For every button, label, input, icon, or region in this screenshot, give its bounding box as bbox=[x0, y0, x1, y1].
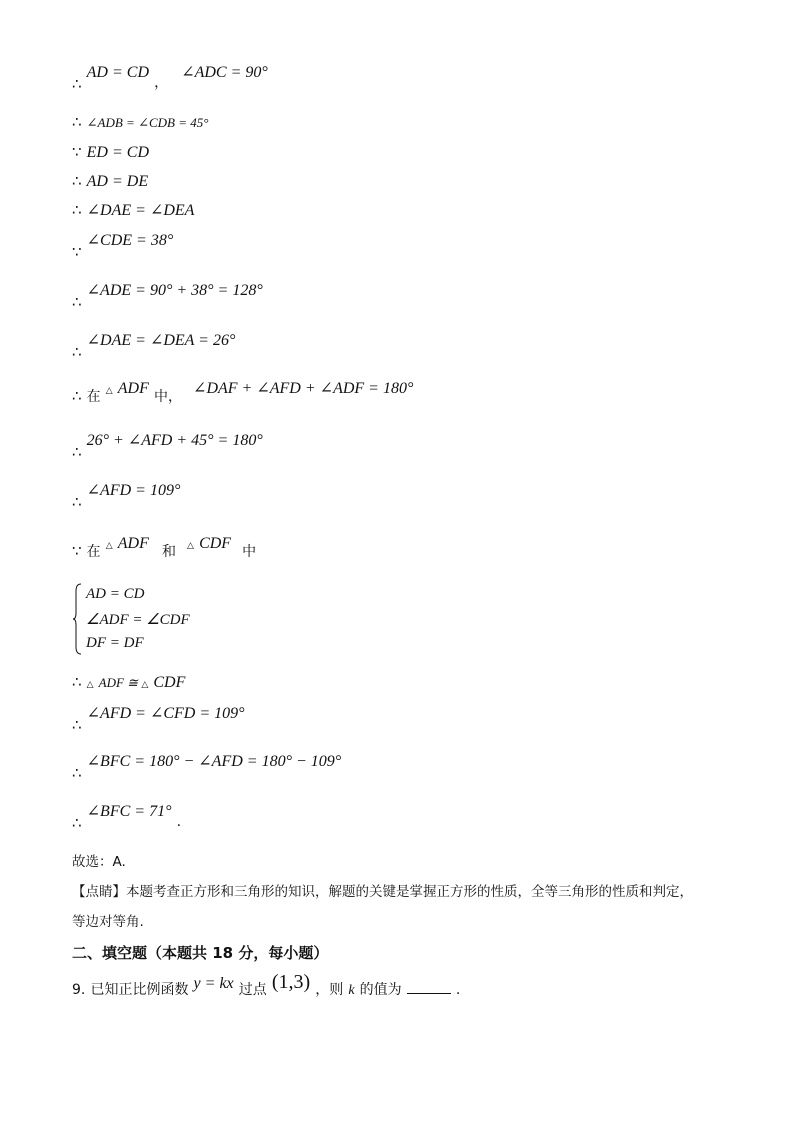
step-2 bbox=[72, 112, 208, 131]
step-16-expr: ∠BFC = 71° bbox=[86, 803, 172, 820]
step-8-expr: ∠DAE = ∠DEA = 26° bbox=[86, 332, 236, 349]
question-number: 9. bbox=[72, 982, 86, 998]
step-13 bbox=[72, 672, 185, 692]
step-12-tri-expr2: CDF bbox=[199, 535, 232, 552]
comment-line-1: 【点睛】本题考查正方形和三角形的知识，解题的关键是掌握正方形的性质，全等三角形的性质和判定， bbox=[72, 884, 693, 900]
step-9-pre: 在 bbox=[86, 389, 101, 405]
therefore-symbol: ∴ bbox=[72, 201, 82, 219]
question-point: (1,3) bbox=[271, 971, 311, 993]
therefore-symbol: ∴ bbox=[72, 113, 82, 131]
system-eq-3: DF = DF bbox=[86, 635, 144, 651]
step-6 bbox=[72, 230, 174, 261]
step-16 bbox=[72, 801, 182, 832]
step-12-mid: 和 bbox=[161, 544, 176, 560]
step-8 bbox=[72, 330, 236, 361]
triangle-symbol: △ bbox=[105, 386, 113, 396]
step-1-expr2: ∠ADC = 90° bbox=[181, 64, 268, 81]
question-text-3: ，则 bbox=[315, 982, 344, 998]
step-5 bbox=[72, 200, 194, 220]
therefore-symbol: ∴ bbox=[72, 293, 82, 311]
step-14 bbox=[72, 703, 245, 734]
step-3-expr: ED = CD bbox=[86, 144, 149, 161]
step-12-pre: 在 bbox=[86, 544, 101, 560]
step-2-expr: ∠ADB = ∠CDB = 45° bbox=[86, 115, 209, 130]
step-1-expr: AD = CD bbox=[86, 64, 149, 81]
because-symbol: ∵ bbox=[72, 542, 82, 560]
question-end: . bbox=[455, 982, 461, 998]
question-text-2: 过点 bbox=[238, 982, 267, 998]
step-14-expr: ∠AFD = ∠CFD = 109° bbox=[86, 705, 245, 722]
therefore-symbol: ∴ bbox=[72, 343, 82, 361]
step-7-expr: ∠ADE = 90° + 38° = 128° bbox=[86, 282, 263, 299]
step-13-expr: ADF ≅ bbox=[98, 675, 142, 690]
step-9-tri-expr: ADF bbox=[117, 380, 149, 397]
question-text-4: 的值为 bbox=[359, 982, 402, 998]
therefore-symbol: ∴ bbox=[72, 443, 82, 461]
step-15 bbox=[72, 751, 342, 782]
step-7 bbox=[72, 280, 263, 311]
therefore-symbol: ∴ bbox=[72, 764, 82, 782]
triangle-symbol-2: △ bbox=[187, 541, 194, 551]
step-11 bbox=[72, 480, 181, 511]
comment-line-2: 等边对等角. bbox=[72, 914, 144, 930]
therefore-symbol: ∴ bbox=[72, 814, 82, 832]
system-eq-1: AD = CD bbox=[86, 586, 145, 602]
step-10-expr: 26° + ∠AFD + 45° = 180° bbox=[86, 432, 263, 449]
system-brace bbox=[72, 583, 82, 655]
step-5-expr: ∠DAE = ∠DEA bbox=[86, 202, 195, 219]
therefore-symbol: ∴ bbox=[72, 493, 82, 511]
triangle-symbol: △ bbox=[86, 680, 94, 690]
triangle-symbol: △ bbox=[105, 541, 113, 551]
step-9 bbox=[72, 380, 414, 406]
therefore-symbol: ∴ bbox=[72, 172, 82, 190]
step-1-sep: ， bbox=[154, 75, 169, 91]
question-text-1: 已知正比例函数 bbox=[90, 982, 189, 998]
step-1 bbox=[72, 62, 268, 93]
because-symbol: ∵ bbox=[72, 143, 82, 161]
step-10 bbox=[72, 430, 263, 461]
step-4 bbox=[72, 171, 148, 191]
step-13-expr2: CDF bbox=[153, 674, 186, 691]
step-16-post: . bbox=[176, 814, 182, 830]
question-9 bbox=[72, 971, 461, 1000]
system-eq-2: ∠ADF = ∠CDF bbox=[86, 612, 190, 628]
answer-blank[interactable] bbox=[407, 981, 451, 994]
step-3 bbox=[72, 142, 149, 162]
step-9-mid: 中， bbox=[153, 389, 182, 405]
step-4-expr: AD = DE bbox=[86, 173, 149, 190]
therefore-symbol: ∴ bbox=[72, 75, 82, 93]
therefore-symbol: ∴ bbox=[72, 716, 82, 734]
step-9-expr: ∠DAF + ∠AFD + ∠ADF = 180° bbox=[193, 380, 414, 397]
step-11-expr: ∠AFD = 109° bbox=[86, 482, 181, 499]
question-variable: k bbox=[348, 983, 355, 998]
step-6-expr: ∠CDE = 38° bbox=[86, 232, 174, 249]
step-12-post: 中 bbox=[242, 544, 257, 560]
step-15-expr: ∠BFC = 180° − ∠AFD = 180° − 109° bbox=[86, 753, 342, 770]
triangle-symbol-2: △ bbox=[141, 680, 149, 690]
therefore-symbol: ∴ bbox=[72, 673, 82, 691]
step-12 bbox=[72, 535, 257, 561]
because-symbol: ∵ bbox=[72, 243, 82, 261]
answer-text: 故选：A. bbox=[72, 854, 126, 870]
question-function: y = kx bbox=[193, 975, 234, 992]
therefore-symbol: ∴ bbox=[72, 387, 82, 405]
section-heading: 二、填空题（本题共 18 分，每小题） bbox=[72, 944, 329, 962]
step-12-tri-expr: ADF bbox=[117, 535, 149, 552]
